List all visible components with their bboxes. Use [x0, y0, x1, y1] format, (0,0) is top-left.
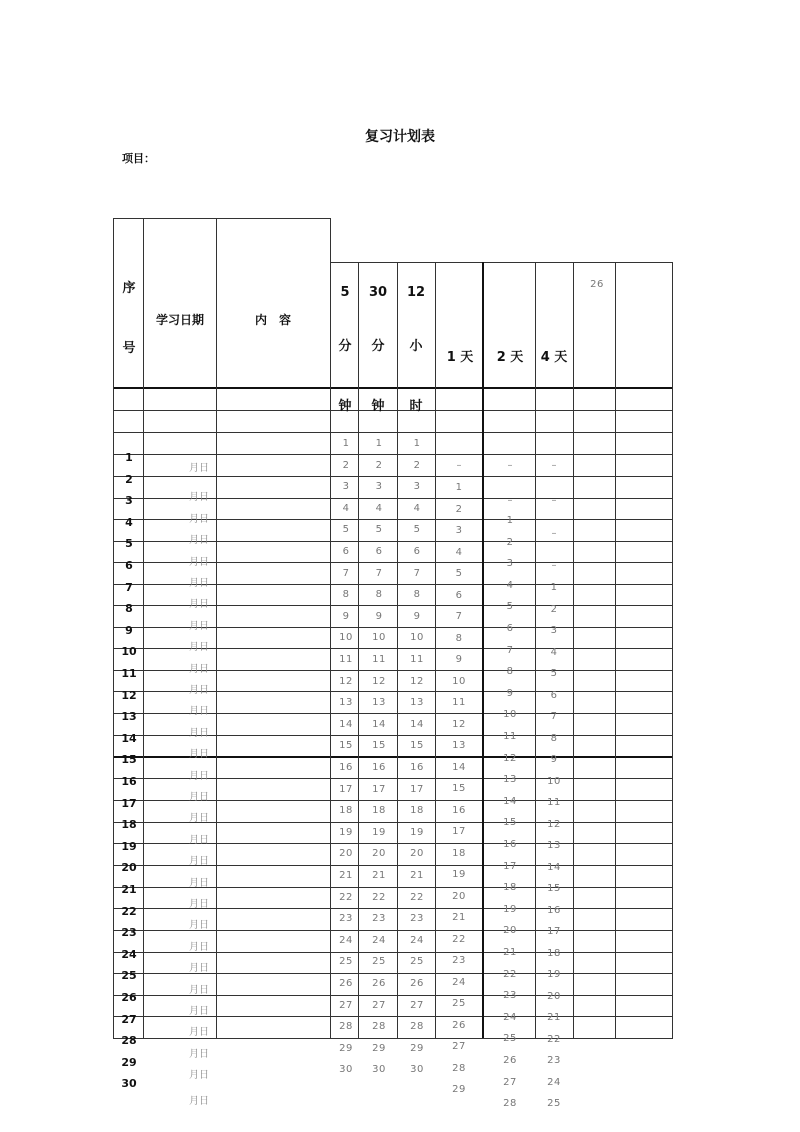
review-slot-number: 30 — [339, 1064, 353, 1076]
review-slot-number: 2 — [550, 603, 558, 615]
review-slot-number: 9 — [375, 610, 383, 622]
serial-number: 16 — [121, 775, 137, 788]
review-slot-number: 8 — [342, 589, 350, 601]
review-slot-number: 13 — [452, 740, 466, 751]
serial-number: 13 — [121, 710, 137, 724]
review-slot-number: 9 — [413, 610, 421, 622]
review-slot-number: 7 — [506, 644, 514, 656]
review-slot-number: 3 — [455, 525, 463, 536]
review-slot-number: 18 — [547, 947, 561, 959]
grid-column-line — [535, 262, 536, 1038]
review-slot-number: 8 — [506, 666, 514, 678]
review-slot-number: 13 — [372, 697, 386, 709]
header-content: 内 容 — [254, 313, 291, 327]
review-slot-number: 15 — [503, 817, 517, 829]
review-slot-number: 17 — [410, 783, 424, 795]
review-slot-number: 23 — [372, 913, 386, 925]
review-slot-number: 14 — [339, 718, 353, 730]
review-slot-number: 30 — [372, 1064, 386, 1076]
review-slot-number: 10 — [372, 632, 386, 644]
grid-column-line — [672, 262, 673, 1038]
serial-number: 4 — [125, 515, 133, 529]
review-slot-number: 21 — [503, 947, 517, 958]
month-day-cell: 月日 — [189, 463, 209, 474]
review-slot-number: 8 — [550, 732, 558, 744]
review-slot-number: 4 — [550, 646, 558, 658]
review-slot-number: 20 — [503, 925, 517, 937]
serial-number: 11 — [121, 667, 137, 680]
header-30min-num: 30 — [368, 285, 388, 300]
review-slot-number: 11 — [503, 731, 517, 742]
review-slot-number: 17 — [503, 860, 517, 872]
review-slot-number: 26 — [410, 978, 424, 989]
review-slot-number: 7 — [375, 567, 383, 579]
grid-row-line — [113, 476, 673, 477]
review-slot-number: 25 — [503, 1033, 517, 1045]
review-slot-number: 16 — [503, 839, 517, 850]
serial-number: 22 — [121, 904, 137, 918]
header-5min-unit1: 分 — [338, 339, 352, 354]
review-slot-number: 28 — [410, 1021, 424, 1033]
review-slot-number: 12 — [547, 818, 561, 830]
review-slot-number: 4 — [375, 502, 383, 514]
serial-number: 17 — [121, 796, 137, 810]
review-slot-number: 23 — [452, 955, 466, 966]
review-slot-number: 22 — [503, 968, 517, 980]
review-slot-number: 5 — [413, 524, 421, 536]
review-slot-number: 17 — [339, 783, 353, 795]
serial-number: 24 — [121, 947, 137, 961]
review-slot-number: 28 — [503, 1098, 517, 1110]
header-study-date: 学习日期 — [155, 313, 204, 327]
review-slot-number: 14 — [503, 795, 517, 807]
header-5min-unit2: 钟 — [338, 399, 352, 414]
header-5min-num: 5 — [340, 285, 350, 300]
document-title: 复习计划表 — [365, 129, 435, 145]
grid-column-line — [573, 262, 574, 1038]
review-slot-number: 1 — [455, 482, 463, 493]
serial-number: 28 — [121, 1034, 137, 1048]
review-slot-number: 11 — [410, 654, 424, 665]
month-day-cell: 月日 — [189, 599, 209, 611]
serial-number: 12 — [121, 688, 137, 702]
review-slot-number: 9 — [342, 610, 350, 622]
review-slot-number: 27 — [339, 999, 353, 1011]
review-slot-number: 20 — [410, 848, 424, 860]
month-day-cell: 月日 — [189, 834, 209, 846]
serial-number: 8 — [125, 602, 133, 616]
header-seq-1: 序 — [122, 281, 136, 296]
review-slot-number: 5 — [375, 524, 383, 536]
serial-number: 18 — [121, 818, 137, 832]
grid-row-line — [113, 454, 673, 455]
month-day-cell: 月日 — [189, 663, 209, 675]
review-slot-number: 19 — [372, 826, 386, 838]
serial-number: 21 — [121, 883, 137, 896]
review-slot-number: 11 — [339, 654, 353, 665]
review-slot-number: 12 — [503, 752, 517, 764]
dash-mark: – — [551, 560, 557, 571]
review-slot-number: 23 — [503, 990, 517, 1002]
review-slot-number: 19 — [547, 969, 561, 980]
review-slot-number: 13 — [339, 697, 353, 709]
review-slot-number: 15 — [339, 740, 353, 752]
review-slot-number: 4 — [506, 579, 514, 591]
review-slot-number: 8 — [455, 632, 463, 644]
review-slot-number: 2 — [455, 503, 463, 515]
review-slot-number: 16 — [547, 904, 561, 916]
review-slot-number: 22 — [547, 1033, 561, 1045]
header-12h-unit2: 时 — [409, 399, 423, 414]
review-slot-number: 22 — [339, 891, 353, 903]
review-slot-number: 26 — [503, 1055, 517, 1066]
serial-number: 27 — [121, 1012, 137, 1026]
grid-column-line — [435, 262, 436, 1038]
review-slot-number: 10 — [339, 632, 353, 644]
serial-number: 19 — [121, 839, 137, 853]
month-day-cell: 月日 — [189, 1027, 209, 1039]
review-slot-number: 25 — [372, 956, 386, 968]
review-slot-number: 16 — [452, 804, 466, 816]
grid-column-line — [397, 262, 398, 1038]
dash-mark: – — [507, 495, 513, 506]
review-slot-number: 25 — [339, 956, 353, 968]
review-slot-number: 19 — [503, 903, 517, 915]
month-day-cell: 月日 — [189, 899, 209, 910]
review-slot-number: 2 — [375, 459, 383, 471]
month-day-cell: 月日 — [189, 1006, 209, 1017]
serial-number: 14 — [121, 731, 137, 745]
review-slot-number: 26 — [452, 1019, 466, 1031]
review-slot-number: 3 — [375, 481, 383, 493]
serial-number: 6 — [125, 559, 133, 572]
review-slot-number: 28 — [372, 1021, 386, 1033]
month-day-cell: 月日 — [189, 877, 209, 889]
month-day-cell: 月日 — [189, 1048, 209, 1060]
review-slot-number: 21 — [410, 870, 424, 881]
review-slot-number: 27 — [372, 999, 386, 1011]
review-slot-number: 21 — [452, 912, 466, 923]
review-slot-number: 25 — [452, 998, 466, 1009]
review-slot-number: 12 — [452, 718, 466, 730]
serial-number: 29 — [121, 1055, 137, 1069]
review-slot-number: 10 — [547, 775, 561, 787]
review-slot-number: 22 — [372, 891, 386, 903]
review-slot-number: 22 — [410, 891, 424, 903]
review-slot-number: 4 — [342, 502, 350, 514]
grid-row-line — [113, 410, 673, 411]
month-day-cell: 月日 — [189, 941, 209, 953]
review-slot-number: 1 — [413, 438, 421, 449]
header-12h-num: 12 — [406, 285, 426, 300]
month-day-cell: 月日 — [189, 620, 209, 632]
review-slot-number: 17 — [452, 826, 466, 837]
month-day-cell: 月日 — [189, 792, 209, 803]
review-slot-number: 16 — [410, 762, 424, 773]
review-slot-number: 13 — [410, 697, 424, 709]
review-slot-number: 20 — [547, 990, 561, 1002]
serial-number: 30 — [121, 1077, 137, 1091]
review-slot-number: 21 — [372, 870, 386, 881]
review-slot-number: 6 — [550, 689, 558, 701]
review-slot-number: 19 — [339, 826, 353, 838]
review-slot-number: 14 — [452, 761, 466, 773]
serial-number: 26 — [121, 991, 137, 1004]
serial-number: 10 — [121, 645, 137, 659]
month-day-cell: 月日 — [189, 706, 209, 718]
dash-mark: – — [507, 460, 513, 471]
month-day-cell: 月日 — [189, 813, 209, 825]
review-slot-number: 24 — [503, 1011, 517, 1023]
review-slot-number: 24 — [547, 1076, 561, 1088]
month-day-cell: 月日 — [189, 1096, 209, 1107]
review-slot-number: 22 — [452, 933, 466, 945]
review-slot-number: 27 — [503, 1076, 517, 1088]
review-slot-number: 15 — [547, 883, 561, 894]
review-slot-number: 23 — [410, 913, 424, 925]
header-2day: 2 天 — [496, 350, 524, 365]
month-day-cell: 月日 — [189, 513, 209, 525]
serial-number: 15 — [121, 753, 137, 767]
review-slot-number: 20 — [452, 890, 466, 902]
review-slot-number: 18 — [503, 882, 517, 894]
dash-mark: – — [551, 460, 557, 471]
month-day-cell: 月日 — [189, 856, 209, 868]
review-slot-number: 10 — [503, 709, 517, 721]
header-30min-unit1: 分 — [371, 339, 385, 354]
review-slot-number: 20 — [339, 848, 353, 860]
review-slot-number: 10 — [452, 675, 466, 687]
month-day-cell: 月日 — [189, 749, 209, 761]
review-slot-number: 13 — [547, 840, 561, 851]
review-slot-number: 27 — [452, 1041, 466, 1052]
month-day-cell: 月日 — [189, 1070, 209, 1082]
review-slot-number: 10 — [410, 632, 424, 644]
review-slot-number: 25 — [547, 1098, 561, 1109]
review-slot-number: 6 — [455, 589, 463, 601]
review-slot-number: 8 — [375, 589, 383, 601]
review-slot-number: 4 — [413, 502, 421, 514]
month-day-cell: 月日 — [189, 727, 209, 739]
header-30min-unit2: 钟 — [371, 399, 385, 414]
review-slot-number: 8 — [413, 589, 421, 601]
review-slot-number: 18 — [410, 805, 424, 817]
review-slot-number: 14 — [410, 718, 424, 730]
dash-mark: – — [456, 460, 462, 471]
review-slot-number: 19 — [452, 869, 466, 880]
review-slot-number: 3 — [413, 481, 421, 493]
grid-line-top-left — [113, 218, 330, 219]
review-slot-number: 12 — [339, 675, 353, 687]
serial-number: 23 — [121, 926, 137, 940]
review-slot-number: 1 — [342, 438, 350, 449]
review-slot-number: 11 — [547, 797, 561, 808]
review-slot-number: 27 — [410, 999, 424, 1011]
review-slot-number: 9 — [455, 654, 463, 665]
review-slot-number: 6 — [413, 546, 421, 557]
review-slot-number: 18 — [452, 847, 466, 859]
month-day-cell: 月日 — [189, 770, 209, 782]
header-12h-unit1: 小 — [409, 339, 423, 354]
review-slot-number: 5 — [506, 601, 514, 613]
review-slot-number: 11 — [452, 697, 466, 708]
review-slot-number: 24 — [339, 934, 353, 946]
serial-number: 2 — [125, 472, 133, 486]
review-slot-number: 5 — [550, 668, 558, 679]
grid-column-line — [216, 218, 217, 1038]
review-slot-number: 1 — [550, 582, 558, 593]
review-slot-number: 12 — [410, 675, 424, 687]
review-slot-number: 7 — [550, 711, 558, 722]
review-slot-number: 3 — [342, 481, 350, 493]
review-slot-number: 24 — [410, 934, 424, 946]
month-day-cell: 月日 — [189, 920, 209, 932]
review-slot-number: 26 — [372, 978, 386, 989]
review-slot-number: 26 — [339, 978, 353, 989]
review-slot-number: 14 — [547, 861, 561, 873]
review-slot-number: 6 — [342, 546, 350, 557]
review-slot-number: 1 — [506, 515, 514, 526]
review-slot-number: 15 — [410, 740, 424, 752]
review-slot-number: 13 — [503, 774, 517, 786]
review-slot-number: 24 — [372, 934, 386, 946]
review-slot-number: 3 — [506, 558, 514, 570]
review-slot-number: 29 — [410, 1042, 424, 1054]
grid-line-header-bottom — [113, 387, 673, 389]
serial-number: 5 — [125, 537, 133, 551]
month-day-cell: 月日 — [189, 963, 209, 975]
review-slot-number: 17 — [547, 926, 561, 937]
review-slot-number: 25 — [410, 956, 424, 968]
grid-row-line — [113, 432, 673, 433]
review-slot-number: 9 — [506, 687, 514, 699]
review-slot-number: 21 — [547, 1012, 561, 1023]
serial-number: 7 — [125, 580, 133, 594]
review-slot-number: 18 — [372, 805, 386, 817]
review-slot-number: 15 — [452, 783, 466, 794]
review-slot-number: 2 — [413, 459, 421, 471]
review-slot-number: 9 — [550, 754, 558, 765]
project-label: 项目： — [122, 152, 155, 165]
review-slot-number: 29 — [452, 1084, 466, 1095]
review-slot-number: 6 — [506, 623, 514, 634]
grid-column-line — [615, 262, 616, 1038]
grid-column-line — [482, 262, 484, 1038]
review-slot-number: 3 — [550, 625, 558, 636]
review-slot-number: 20 — [372, 848, 386, 860]
review-slot-number: 15 — [372, 740, 386, 752]
month-day-cell: 月日 — [189, 556, 209, 568]
serial-number: 9 — [125, 623, 133, 637]
review-slot-number: 29 — [339, 1042, 353, 1054]
review-slot-number: 28 — [339, 1021, 353, 1033]
review-slot-number: 5 — [455, 568, 463, 579]
review-slot-number: 24 — [452, 976, 466, 988]
review-slot-number: 12 — [372, 675, 386, 687]
month-day-cell: 月日 — [189, 492, 209, 504]
review-slot-number: 7 — [342, 567, 350, 579]
month-day-cell: 月日 — [189, 535, 209, 547]
dash-mark: – — [551, 495, 557, 506]
review-slot-number: 23 — [547, 1055, 561, 1066]
serial-number: 25 — [121, 969, 137, 983]
review-slot-number: 23 — [339, 913, 353, 925]
serial-number: 1 — [125, 451, 133, 464]
header-1day: 1 天 — [446, 350, 474, 365]
month-day-cell: 月日 — [189, 578, 209, 589]
serial-number: 3 — [125, 494, 133, 508]
review-slot-number: 1 — [375, 438, 383, 449]
serial-number: 20 — [121, 861, 137, 875]
review-slot-number: 21 — [339, 870, 353, 881]
review-slot-number: 11 — [372, 654, 386, 665]
review-slot-number: 16 — [372, 762, 386, 773]
review-slot-number: 2 — [342, 459, 350, 471]
month-day-cell: 月日 — [189, 685, 209, 696]
header-seq-2: 号 — [122, 341, 136, 356]
review-slot-number: 16 — [339, 762, 353, 773]
review-slot-number: 7 — [413, 567, 421, 579]
header-4day: 4 天 — [540, 350, 568, 365]
grid-line-top-right — [330, 262, 673, 263]
review-slot-number: 14 — [372, 718, 386, 730]
dash-mark: – — [551, 528, 557, 539]
review-slot-number: 28 — [452, 1062, 466, 1074]
review-slot-number: 29 — [372, 1042, 386, 1054]
review-slot-number: 5 — [342, 524, 350, 536]
stray-number-26: 26 — [590, 279, 604, 290]
review-slot-number: 2 — [506, 536, 514, 548]
review-slot-number: 4 — [455, 546, 463, 558]
review-slot-number: 7 — [455, 611, 463, 622]
review-slot-number: 19 — [410, 826, 424, 838]
review-slot-number: 18 — [339, 805, 353, 817]
month-day-cell: 月日 — [189, 984, 209, 996]
month-day-cell: 月日 — [189, 642, 209, 654]
review-slot-number: 17 — [372, 783, 386, 795]
review-slot-number: 6 — [375, 546, 383, 557]
review-slot-number: 30 — [410, 1064, 424, 1076]
